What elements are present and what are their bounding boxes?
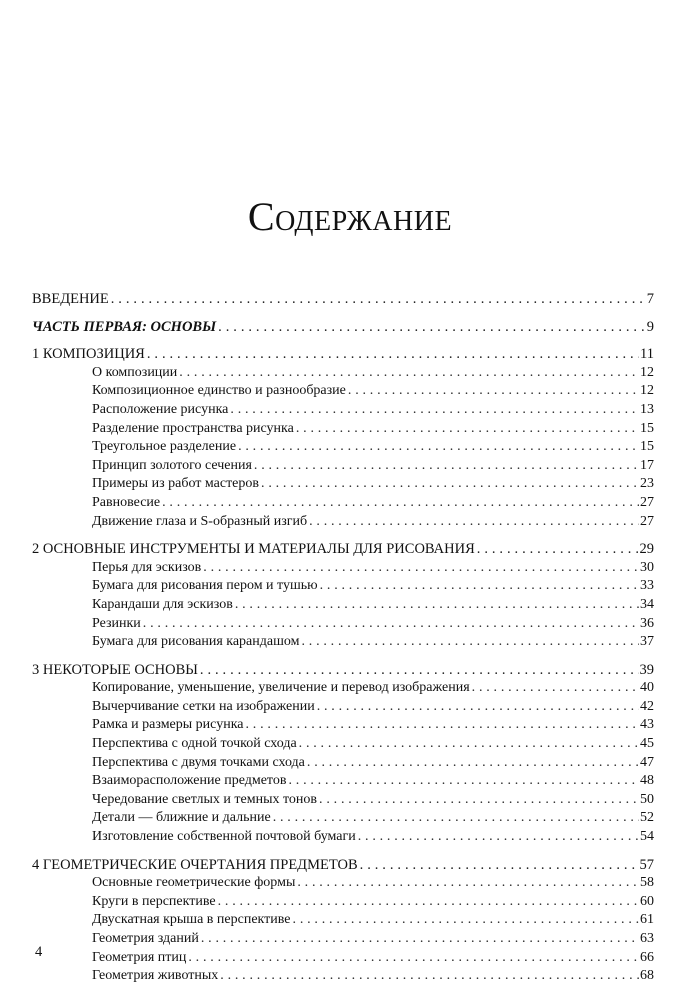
- toc-entry-label: Двускатная крыша в перспективе: [92, 912, 291, 928]
- toc-section[interactable]: [32, 382, 654, 401]
- dot-leader: [235, 596, 639, 615]
- dot-leader: [218, 893, 639, 912]
- toc-page-number: 12: [640, 383, 654, 399]
- toc-page-number: 37: [640, 634, 654, 650]
- toc-chapters: [32, 345, 654, 986]
- toc-section[interactable]: [32, 791, 654, 810]
- dot-leader: [218, 318, 646, 337]
- toc-page-number: 30: [640, 559, 654, 575]
- toc-chapter[interactable]: [32, 540, 654, 559]
- page-title: Содержание: [247, 194, 453, 239]
- dot-leader: [188, 949, 639, 968]
- dot-leader: [254, 457, 639, 476]
- dot-leader: [360, 856, 639, 875]
- toc-entry-label: 3 НЕКОТОРЫЕ ОСНОВЫ: [32, 661, 198, 678]
- dot-leader: [293, 911, 639, 930]
- toc-chapter[interactable]: [32, 345, 654, 364]
- toc-entry-label: Основные геометрические формы: [92, 875, 296, 891]
- toc-page-number: 61: [640, 912, 654, 928]
- dot-leader: [319, 791, 639, 810]
- toc-section[interactable]: [32, 698, 654, 717]
- toc-entry-part-one[interactable]: [32, 318, 654, 337]
- toc-page-number: 39: [639, 661, 654, 678]
- toc-section[interactable]: [32, 577, 654, 596]
- toc-entry-intro[interactable]: [32, 290, 654, 309]
- toc-page-number: 15: [640, 420, 654, 436]
- toc-page-number: 15: [640, 439, 654, 455]
- toc-entry-label: О композиции: [92, 364, 178, 380]
- toc-entry-label: Геометрия зданий: [92, 931, 199, 946]
- toc-entry-label: Разделение пространства рисунка: [92, 420, 294, 436]
- toc-page-number: 57: [639, 856, 654, 873]
- dot-leader: [477, 540, 639, 559]
- toc-section[interactable]: [32, 716, 654, 735]
- toc-entry-label: Копирование, уменьшение, увеличение и перевод изображения: [92, 680, 470, 696]
- toc-entry-label: Перспектива с двумя точками схода: [92, 754, 305, 770]
- toc-entry-label: Бумага для рисования пером и тушью: [92, 578, 318, 594]
- dot-leader: [246, 716, 640, 735]
- toc-entry-label: ВВЕДЕНИЕ: [32, 291, 109, 307]
- toc-entry-label: Треугольное разделение: [92, 439, 237, 455]
- toc-page-number: 23: [640, 476, 654, 492]
- dot-leader: [201, 930, 639, 949]
- toc-entry-label: Геометрия животных: [92, 968, 219, 984]
- toc-page-number: 48: [640, 773, 654, 789]
- toc-page-number: 9: [646, 318, 654, 335]
- toc-entry-label: Резинки: [92, 615, 141, 631]
- dot-leader: [143, 615, 639, 634]
- toc-section[interactable]: [32, 615, 654, 634]
- toc-section[interactable]: [32, 679, 654, 698]
- toc-page-number: 54: [640, 829, 654, 845]
- toc-page-number: 50: [640, 791, 654, 807]
- toc-page-number: 12: [640, 364, 654, 380]
- toc-section[interactable]: [32, 874, 654, 893]
- dot-leader: [179, 364, 639, 383]
- dot-leader: [301, 633, 639, 652]
- dot-leader: [472, 679, 639, 698]
- toc-page-number: 68: [640, 968, 654, 984]
- dot-leader: [309, 513, 639, 532]
- toc-page-number: 63: [640, 931, 654, 946]
- toc-page-number: 27: [640, 494, 654, 510]
- toc-entry-label: Вычерчивание сетки на изображении: [92, 698, 315, 714]
- toc-section[interactable]: [32, 735, 654, 754]
- toc-page-number: 27: [640, 513, 654, 529]
- toc-section[interactable]: [32, 475, 654, 494]
- dot-leader: [348, 382, 639, 401]
- toc-entry-label: Карандаши для эскизов: [92, 596, 233, 612]
- toc-entry-label: Примеры из работ мастеров: [92, 476, 260, 492]
- dot-leader: [230, 401, 639, 420]
- toc-entry-label: Детали — ближние и дальние: [92, 810, 271, 826]
- toc-section[interactable]: [32, 809, 654, 828]
- toc-page-number: 40: [640, 680, 654, 696]
- toc-entry-label: Движение глаза и S-образный изгиб: [92, 513, 308, 529]
- toc-page-number: 7: [646, 291, 654, 307]
- toc-section[interactable]: [32, 772, 654, 791]
- toc-entry-label: Рамка и размеры рисунка: [92, 717, 244, 733]
- toc-chapter[interactable]: [32, 661, 654, 680]
- dot-leader: [261, 475, 639, 494]
- toc-section[interactable]: [32, 633, 654, 652]
- dot-leader: [147, 345, 639, 364]
- dot-leader: [288, 772, 639, 791]
- toc-section[interactable]: [32, 893, 654, 912]
- toc-page-number: 47: [640, 754, 654, 770]
- toc-section[interactable]: [32, 457, 654, 476]
- dot-leader: [238, 438, 639, 457]
- toc-section[interactable]: [32, 949, 654, 968]
- table-of-contents: [32, 290, 654, 986]
- toc-entry-label: Геометрия птиц: [92, 949, 187, 965]
- toc-entry-label: Перспектива с одной точкой схода: [92, 736, 297, 752]
- toc-page-number: 60: [640, 893, 654, 909]
- dot-leader: [296, 420, 639, 439]
- toc-entry-label: 2 ОСНОВНЫЕ ИНСТРУМЕНТЫ И МАТЕРИАЛЫ ДЛЯ РИСОВАНИЯ: [32, 541, 475, 558]
- dot-leader: [200, 661, 639, 680]
- toc-page-number: 11: [640, 346, 654, 363]
- dot-leader: [297, 874, 639, 893]
- toc-section[interactable]: [32, 401, 654, 420]
- toc-section[interactable]: [32, 911, 654, 930]
- toc-entry-label: Расположение рисунка: [92, 401, 229, 417]
- toc-page-number: 43: [640, 717, 654, 733]
- toc-page-number: 13: [640, 401, 654, 417]
- toc-section[interactable]: [32, 438, 654, 457]
- toc-page-number: 29: [639, 541, 654, 558]
- toc-page-number: 34: [640, 596, 654, 612]
- dot-leader: [273, 809, 639, 828]
- toc-section[interactable]: [32, 596, 654, 615]
- toc-entry-label: Перья для эскизов: [92, 559, 202, 575]
- toc-section[interactable]: [32, 559, 654, 578]
- toc-section[interactable]: [32, 828, 654, 847]
- dot-leader: [203, 559, 639, 578]
- dot-leader: [299, 735, 639, 754]
- toc-entry-label: Принцип золотого сечения: [92, 457, 252, 473]
- toc-section[interactable]: [32, 513, 654, 532]
- dot-leader: [220, 967, 639, 986]
- toc-section[interactable]: [32, 364, 654, 383]
- toc-section[interactable]: [32, 930, 654, 949]
- dot-leader: [162, 494, 639, 513]
- toc-section[interactable]: [32, 754, 654, 773]
- page-number-footer: 4: [35, 944, 43, 960]
- toc-section[interactable]: [32, 494, 654, 513]
- toc-page-number: 66: [640, 949, 654, 965]
- dot-leader: [320, 577, 639, 596]
- toc-page-number: 58: [640, 875, 654, 891]
- toc-entry-label: 4 ГЕОМЕТРИЧЕСКИЕ ОЧЕРТАНИЯ ПРЕДМЕТОВ: [32, 856, 358, 873]
- toc-section[interactable]: [32, 967, 654, 986]
- toc-entry-label: Круги в перспективе: [92, 893, 216, 909]
- toc-page-number: 45: [640, 736, 654, 752]
- toc-entry-label: Бумага для рисования карандашом: [92, 634, 300, 650]
- toc-section[interactable]: [32, 420, 654, 439]
- toc-entry-label: Чередование светлых и темных тонов: [92, 791, 318, 807]
- toc-chapter[interactable]: [32, 856, 654, 875]
- toc-entry-label: Изготовление собственной почтовой бумаги: [92, 829, 356, 845]
- toc-entry-label: Равновесие: [92, 494, 161, 510]
- dot-leader: [111, 290, 646, 309]
- toc-entry-label: 1 КОМПОЗИЦИЯ: [32, 346, 145, 363]
- toc-page-number: 42: [640, 698, 654, 714]
- toc-page-number: 33: [640, 578, 654, 594]
- dot-leader: [358, 828, 639, 847]
- toc-page-number: 52: [640, 810, 654, 826]
- dot-leader: [317, 698, 639, 717]
- toc-page-number: 17: [640, 457, 654, 473]
- dot-leader: [307, 754, 639, 773]
- toc-entry-label: Композиционное единство и разнообразие: [92, 383, 346, 399]
- toc-entry-label: ЧАСТЬ ПЕРВАЯ: ОСНОВЫ: [32, 318, 217, 335]
- toc-page-number: 36: [640, 615, 654, 631]
- toc-entry-label: Взаиморасположение предметов: [92, 773, 287, 789]
